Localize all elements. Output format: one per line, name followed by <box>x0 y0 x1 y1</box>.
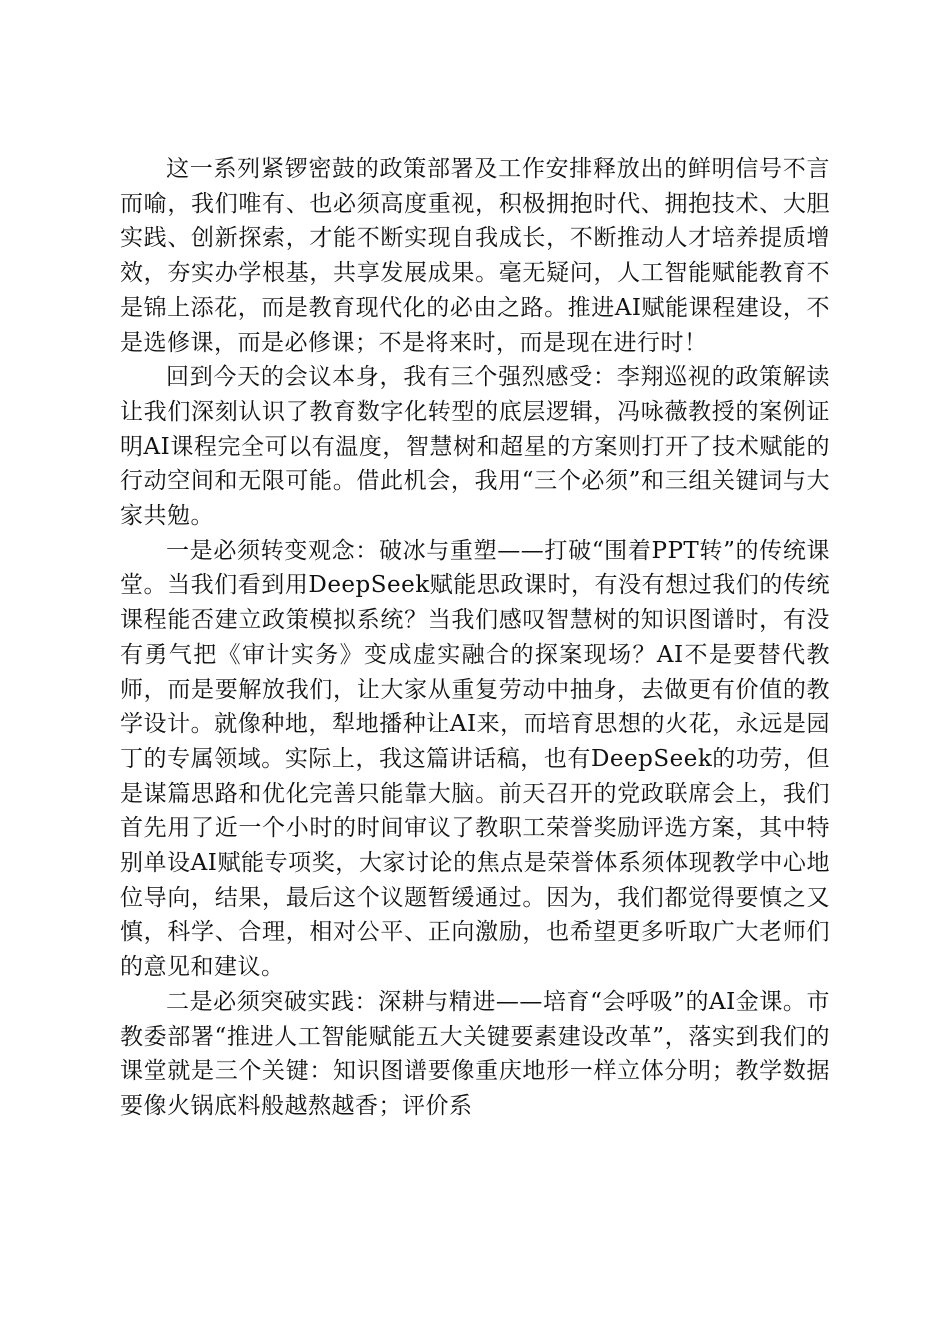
paragraph-4: 二是必须突破实践：深耕与精进——培育“会呼吸”的AI金课。市教委部署“推进人工智能赋能五大关键要素建设改革”，落实到我们的课堂就是三个关键：知识图谱要像重庆地形一样立体分明；教学数据要像火锅底料般越熬越香；评价系 <box>120 988 830 1119</box>
document-body <box>120 152 830 1124</box>
paragraph-3: 一是必须转变观念：破冰与重塑——打破“围着PPT转”的传统课堂。当我们看到用DeepSeek赋能思政课时，有没有想过我们的传统课程能否建立政策模拟系统？当我们感叹智慧树的知识图谱时，有没有勇气把《审计实务》变成虚实融合的探案现场？AI不是要替代教师，而是要解放我们，让大家从重复劳动中抽身，去做更有价值的教学设计。就像种地，犁地播种让AI来，而培育思想的火花，永远是园丁的专属领域。实际上，我这篇讲话稿，也有DeepSeek的功劳，但是谋篇思路和优化完善只能靠大脑。前天召开的党政联席会上，我们首先用了近一个小时的时间审议了教职工荣誉奖励评选方案，其中特别单设AI赋能专项奖，大家讨论的焦点是荣誉体系须体现教学中心地位导向，结果，最后这个议题暂缓通过。因为，我们都觉得要慎之又慎，科学、合理，相对公平、正向激励，也希望更多听取广大老师们的意见和建议。 <box>120 537 830 981</box>
paragraph-2: 回到今天的会议本身，我有三个强烈感受：李翔巡视的政策解读让我们深刻认识了教育数字化转型的底层逻辑，冯咏薇教授的案例证明AI课程完全可以有温度，智慧树和超星的方案则打开了技术赋能的行动空间和无限可能。借此机会，我用“三个必须”和三组关键词与大家共勉。 <box>120 364 830 530</box>
paragraph-1: 这一系列紧锣密鼓的政策部署及工作安排释放出的鲜明信号不言而喻，我们唯有、也必须高度重视，积极拥抱时代、拥抱技术、大胆实践、创新探索，才能不断实现自我成长，不断推动人才培养提质增效，夯实办学根基，共享发展成果。毫无疑问，人工智能赋能教育不是锦上添花，而是教育现代化的必由之路。推进AI赋能课程建设，不是选修课，而是必修课；不是将来时，而是现在进行时！ <box>120 156 830 356</box>
